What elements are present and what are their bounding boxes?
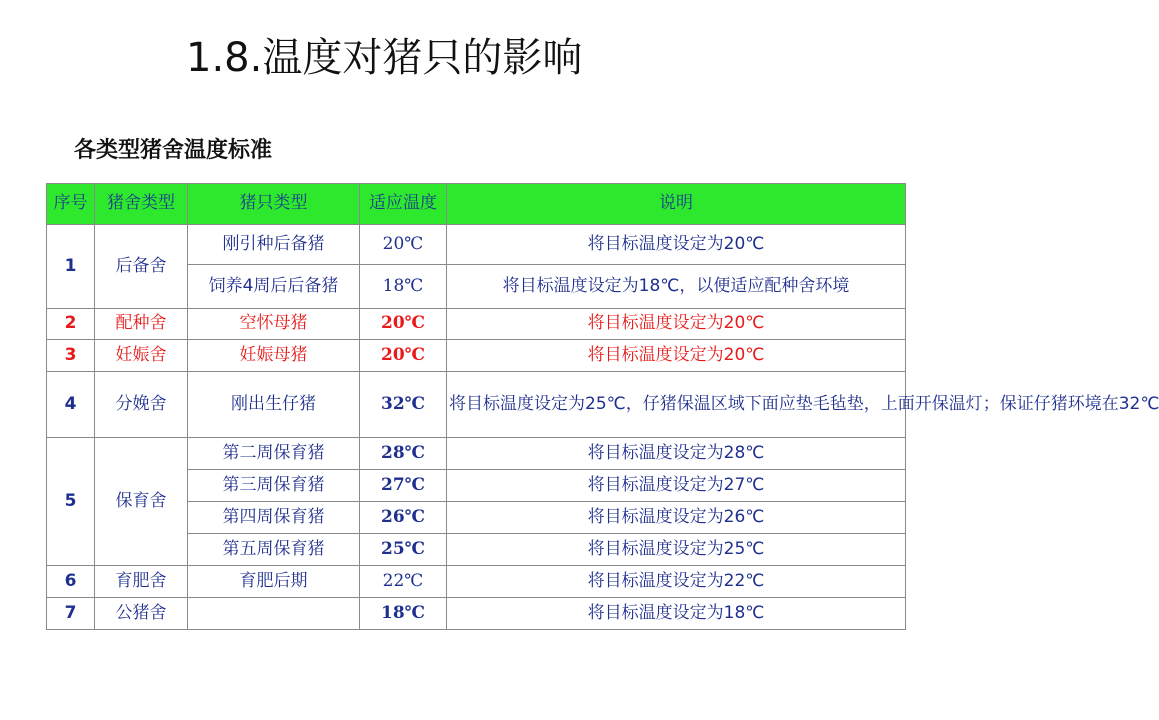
temperature-cell: 22℃ <box>360 566 447 598</box>
table-header-row <box>47 184 906 225</box>
note-cell: 将目标温度设定为26℃ <box>447 502 906 534</box>
table-row <box>47 372 906 438</box>
temperature-cell: 18℃ <box>360 598 447 630</box>
temperature-cell: 20℃ <box>360 309 447 340</box>
house-type-cell: 公猪舍 <box>95 598 188 630</box>
temperature-cell: 28℃ <box>360 438 447 470</box>
header-pig-type: 猪只类型 <box>188 184 360 225</box>
note-cell: 将目标温度设定为20℃ <box>447 309 906 340</box>
note-cell: 将目标温度设定为27℃ <box>447 470 906 502</box>
header-note: 说明 <box>447 184 906 225</box>
table-row-highlighted <box>47 309 906 340</box>
row-number: 7 <box>47 598 95 630</box>
note-cell: 将目标温度设定为25℃，仔猪保温区域下面应垫毛毡垫，上面开保温灯；保证仔猪环境在32℃ <box>447 372 906 438</box>
header-temperature: 适应温度 <box>360 184 447 225</box>
temperature-standard-table <box>46 183 1159 630</box>
table-row <box>47 566 906 598</box>
table-row <box>47 225 906 265</box>
house-type-cell: 分娩舍 <box>95 372 188 438</box>
house-type-cell: 妊娠舍 <box>95 340 188 372</box>
temperature-cell: 27℃ <box>360 470 447 502</box>
pig-type-cell: 刚引种后备猪 <box>188 225 360 265</box>
temperature-cell: 32℃ <box>360 372 447 438</box>
slide-title: 1.8.温度对猪只的影响 <box>186 35 583 81</box>
pig-type-cell: 第五周保育猪 <box>188 534 360 566</box>
note-cell: 将目标温度设定为25℃ <box>447 534 906 566</box>
note-cell: 将目标温度设定为18℃，以便适应配种舍环境 <box>447 265 906 309</box>
pig-type-cell: 第四周保育猪 <box>188 502 360 534</box>
note-cell: 将目标温度设定为20℃ <box>447 225 906 265</box>
header-no: 序号 <box>47 184 95 225</box>
row-number: 1 <box>47 225 95 309</box>
house-type-cell: 后备舍 <box>95 225 188 309</box>
temperature-cell: 25℃ <box>360 534 447 566</box>
house-type-cell: 配种舍 <box>95 309 188 340</box>
temperature-cell: 20℃ <box>360 225 447 265</box>
row-number: 2 <box>47 309 95 340</box>
pig-type-cell: 空怀母猪 <box>188 309 360 340</box>
note-cell: 将目标温度设定为28℃ <box>447 438 906 470</box>
note-cell: 将目标温度设定为22℃ <box>447 566 906 598</box>
temperature-cell: 18℃ <box>360 265 447 309</box>
table-caption: 各类型猪舍温度标准 <box>74 138 273 163</box>
temperature-cell: 20℃ <box>360 340 447 372</box>
pig-type-cell: 饲养4周后后备猪 <box>188 265 360 309</box>
row-number: 5 <box>47 438 95 566</box>
table-row <box>47 438 906 470</box>
row-number: 6 <box>47 566 95 598</box>
pig-type-cell: 刚出生仔猪 <box>188 372 360 438</box>
pig-type-cell: 第三周保育猪 <box>188 470 360 502</box>
note-cell: 将目标温度设定为20℃ <box>447 340 906 372</box>
note-cell: 将目标温度设定为18℃ <box>447 598 906 630</box>
pig-type-cell <box>188 598 360 630</box>
pig-type-cell: 育肥后期 <box>188 566 360 598</box>
pig-type-cell: 妊娠母猪 <box>188 340 360 372</box>
header-house-type: 猪舍类型 <box>95 184 188 225</box>
table-row <box>47 598 906 630</box>
pig-type-cell: 第二周保育猪 <box>188 438 360 470</box>
temperature-cell: 26℃ <box>360 502 447 534</box>
house-type-cell: 保育舍 <box>95 438 188 566</box>
row-number: 4 <box>47 372 95 438</box>
table-row-highlighted <box>47 340 906 372</box>
house-type-cell: 育肥舍 <box>95 566 188 598</box>
row-number: 3 <box>47 340 95 372</box>
